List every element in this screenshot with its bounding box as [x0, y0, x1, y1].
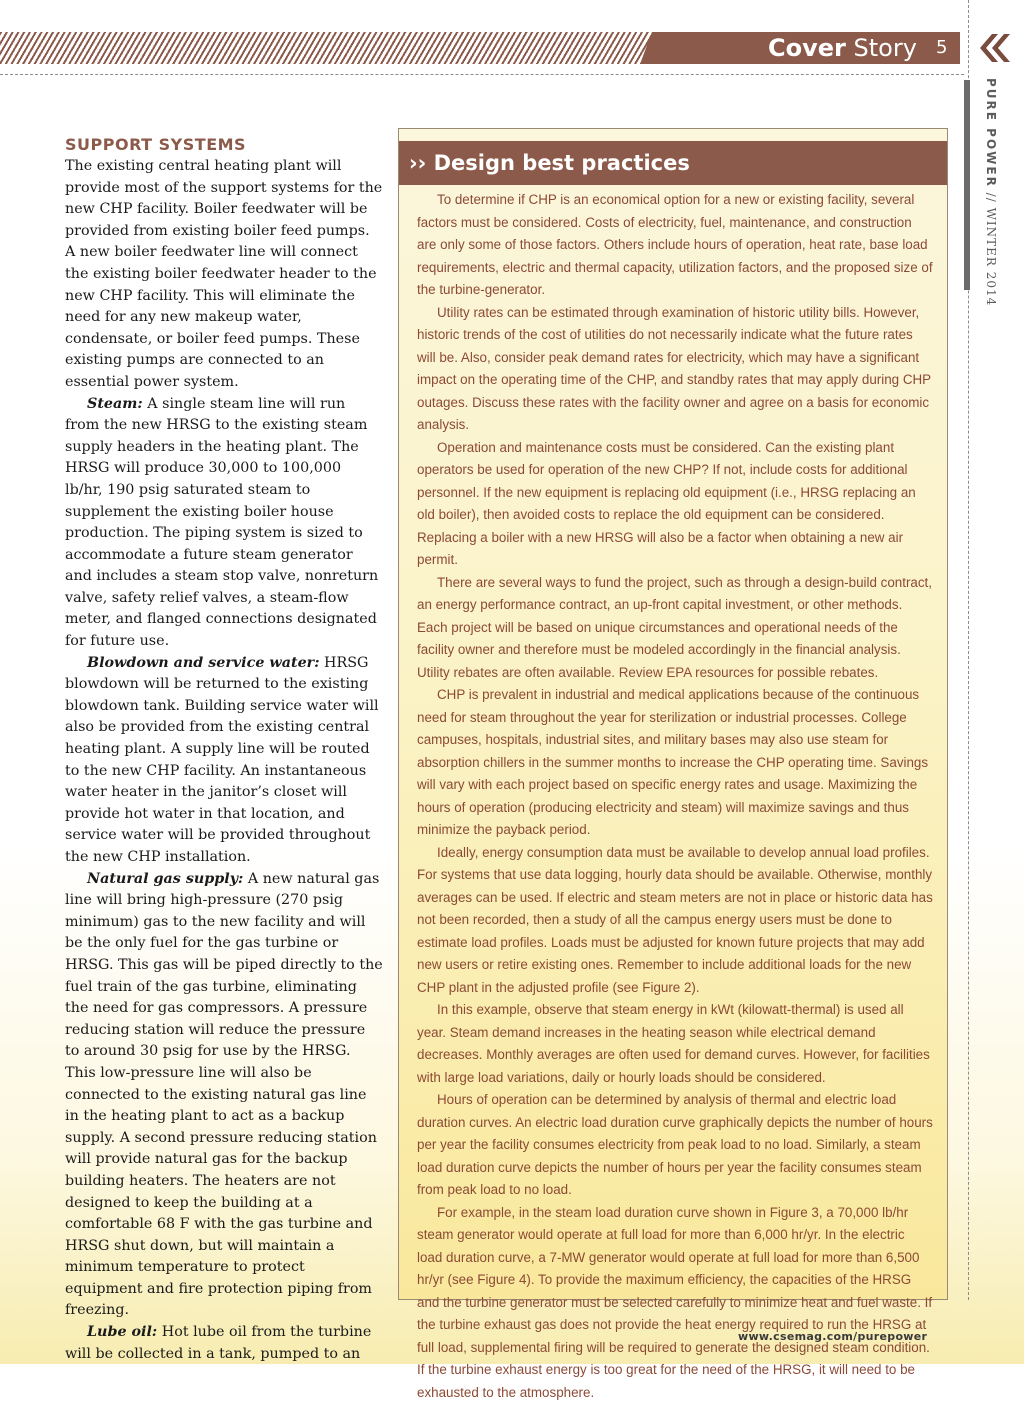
- article-paragraph-natural-gas: [65, 869, 383, 1322]
- section-title-light: Story: [854, 34, 917, 62]
- issue-date: WINTER 2014: [984, 208, 998, 307]
- paragraph-lead: Blowdown and service water:: [87, 655, 319, 671]
- article-paragraph: The existing central heating plant will provide most of the support systems for the new CHP facility. Boiler feedwater will be provided from existing boiler feed pumps. A new boiler feedwater line will connect the existing boiler feedwater header to the new CHP facility. This will eliminate the need for any new makeup water, condensate, or boiler feed pumps. These existing pumps are connected to an essential power system.: [65, 156, 383, 394]
- section-title: [768, 34, 917, 62]
- section-heading: SUPPORT SYSTEMS: [65, 134, 383, 156]
- sidebar-paragraph: Ideally, energy consumption data must be available to develop annual load profiles. For systems that use data logging, hourly data should be available. Otherwise, monthly averages can be used. If electric and steam meters are not in place or historic data has not been recorded, then a study of all the campus energy users must be done to estimate load profiles. Loads must be adjusted for known future projects that may add new users or retire existing ones. Remember to include additional loads for the new CHP plant in the adjusted profile (see Figure 2).: [417, 842, 933, 1000]
- sidebar-paragraph: There are several ways to fund the project, such as through a design-build contract, an energy performance contract, an up-front capital investment, or other methods. Each project will be based on unique circumstances and operational needs of the facility owner and therefore must be modeled accordingly in the financial analysis. Utility rebates are often available. Review EPA resources for possible rebates.: [417, 572, 933, 685]
- magazine-name: PURE POWER: [984, 78, 998, 188]
- paragraph-lead: Natural gas supply:: [87, 871, 243, 887]
- sidebar-paragraph: Operation and maintenance costs must be considered. Can the existing plant operators be used for operation of the new CHP? If not, include costs for additional personnel. If the new equipment is replacing old equipment (i.e., HRSG replacing an old boiler), then avoided costs to replace the old equipment can be considered. Replacing a boiler with a new HRSG will also be a factor when obtaining a new air permit.: [417, 437, 933, 572]
- page-number: 5: [936, 34, 947, 62]
- sidebar-paragraph: For example, in the steam load duration curve shown in Figure 3, a 70,000 lb/hr steam generator would operate at full load for more than 6,000 hr/yr. In the electric load duration curve, a 7-MW generator would operate at full load for more than 6,500 hr/yr (see Figure 4). To provide the maximum efficiency, the capacities of the HRSG and the turbine generator must be selected carefully to minimize heat and fuel waste. If the turbine exhaust gas does not provide the heat energy required to run the HRSG at full load, supplemental firing will be required to generate the designed steam condition. If the turbine exhaust energy is too great for the need of the HRSG, it will need to be exhausted to the atmosphere.: [417, 1202, 933, 1404]
- design-best-practices-sidebar: [398, 128, 948, 1300]
- sidebar-paragraph: To determine if CHP is an economical option for a new or existing facility, several factors must be considered. Costs of electricity, fuel, maintenance, and construction are only some of those factors. Others include hours of operation, heat rate, base load requirements, electric and thermal capacity, utilization factors, and the proposed size of the turbine-generator.: [417, 189, 933, 302]
- paragraph-text: HRSG blowdown will be returned to the existing blowdown tank. Building service water will also be provided from the existing central heating plant. A supply line will be routed to the new CHP facility. An instantaneous water heater in the janitor’s closet will provide hot water in that location, and service water will be provided throughout the new CHP installation.: [65, 655, 379, 865]
- sidebar-paragraph: In this example, observe that steam energy in kWt (kilowatt-thermal) is used all year. Steam demand increases in the heating season while electrical demand decreases. Monthly averages are often used for demand curves. However, for facilities with large load variations, daily or hourly loads should be considered.: [417, 999, 933, 1089]
- article-column: [65, 134, 383, 1365]
- sidebar-paragraph: Utility rates can be estimated through examination of historic utility bills. However, historic trends of the cost of utilities do not necessarily indicate what the future rates will be. Also, consider peak demand rates for electricity, which may have a significant impact on the operating time of the CHP, and standby rates that may apply during CHP outages. Discuss these rates with the facility owner and agree on a basis for economic analysis.: [417, 302, 933, 437]
- sidebar-title: ›› Design best practices: [409, 141, 690, 185]
- side-accent-bar: [964, 80, 970, 290]
- paragraph-lead: Lube oil:: [87, 1324, 157, 1340]
- sidebar-body: [417, 189, 933, 1404]
- section-title-bold: Cover: [768, 34, 846, 62]
- paragraph-lead: Steam:: [87, 396, 143, 412]
- double-chevron-left-icon[interactable]: [972, 30, 1012, 66]
- article-paragraph-lube-oil: [65, 1322, 383, 1365]
- sidebar-paragraph: CHP is prevalent in industrial and medical applications because of the continuous need for steam throughout the year for sterilization or industrial processes. College campuses, hospitals, industrial sites, and military bases may also use steam for absorption chillers in the summer months to increase the CHP operating time. Savings will vary with each project based on specific energy rates and usage. Maximizing the hours of operation (producing electricity and steam) will maximize savings and thus minimize the payback period.: [417, 684, 933, 842]
- article-paragraph-blowdown: [65, 653, 383, 869]
- sidebar-header: [399, 141, 947, 185]
- article-paragraph-steam: [65, 394, 383, 653]
- magazine-issue-label: [972, 78, 998, 294]
- footer-url-link[interactable]: www.csemag.com/purepower: [738, 1328, 927, 1346]
- issue-separator: //: [984, 193, 998, 203]
- paragraph-text: Hot lube oil from the turbine will be collected in a tank, pumped to an: [65, 1324, 371, 1362]
- paragraph-text: A single steam line will run from the new HRSG to the existing steam supply headers in the heating plant. The HRSG will produce 30,000 to 100,000 lb/hr, 190 psig saturated steam to supplement the existing boiler house production. The piping system is sized to accommodate a future steam generator and includes a steam stop valve, nonreturn valve, safety relief valves, a steam-flow meter, and flanged connections designated for future use.: [65, 396, 378, 650]
- paragraph-text: A new natural gas line will bring high-pressure (270 psig minimum) gas to the new facility and will be the only fuel for the gas turbine or HRSG. This gas will be piped directly to the fuel train of the gas turbine, eliminating the need for gas compressors. A pressure reducing station will reduce the pressure to around 30 psig for use by the HRSG. This low-pressure line will also be connected to the existing natural gas line in the heating plant to act as a backup supply. A second pressure reducing station will provide natural gas for the backup building heaters. The heaters are not designed to keep the building at a comfortable 68 F with the gas turbine and HRSG shut down, but will maintain a minimum temperature to protect equipment and fire protection piping from freezing.: [65, 871, 383, 1319]
- header-divider: [0, 74, 964, 75]
- sidebar-paragraph: Hours of operation can be determined by analysis of thermal and electric load duration curves. An electric load duration curve graphically depicts the number of hours per year the facility consumes electricity from peak load to no load. Similarly, a steam load duration curve depicts the number of hours per year the facility consumes steam from peak load to no load.: [417, 1089, 933, 1202]
